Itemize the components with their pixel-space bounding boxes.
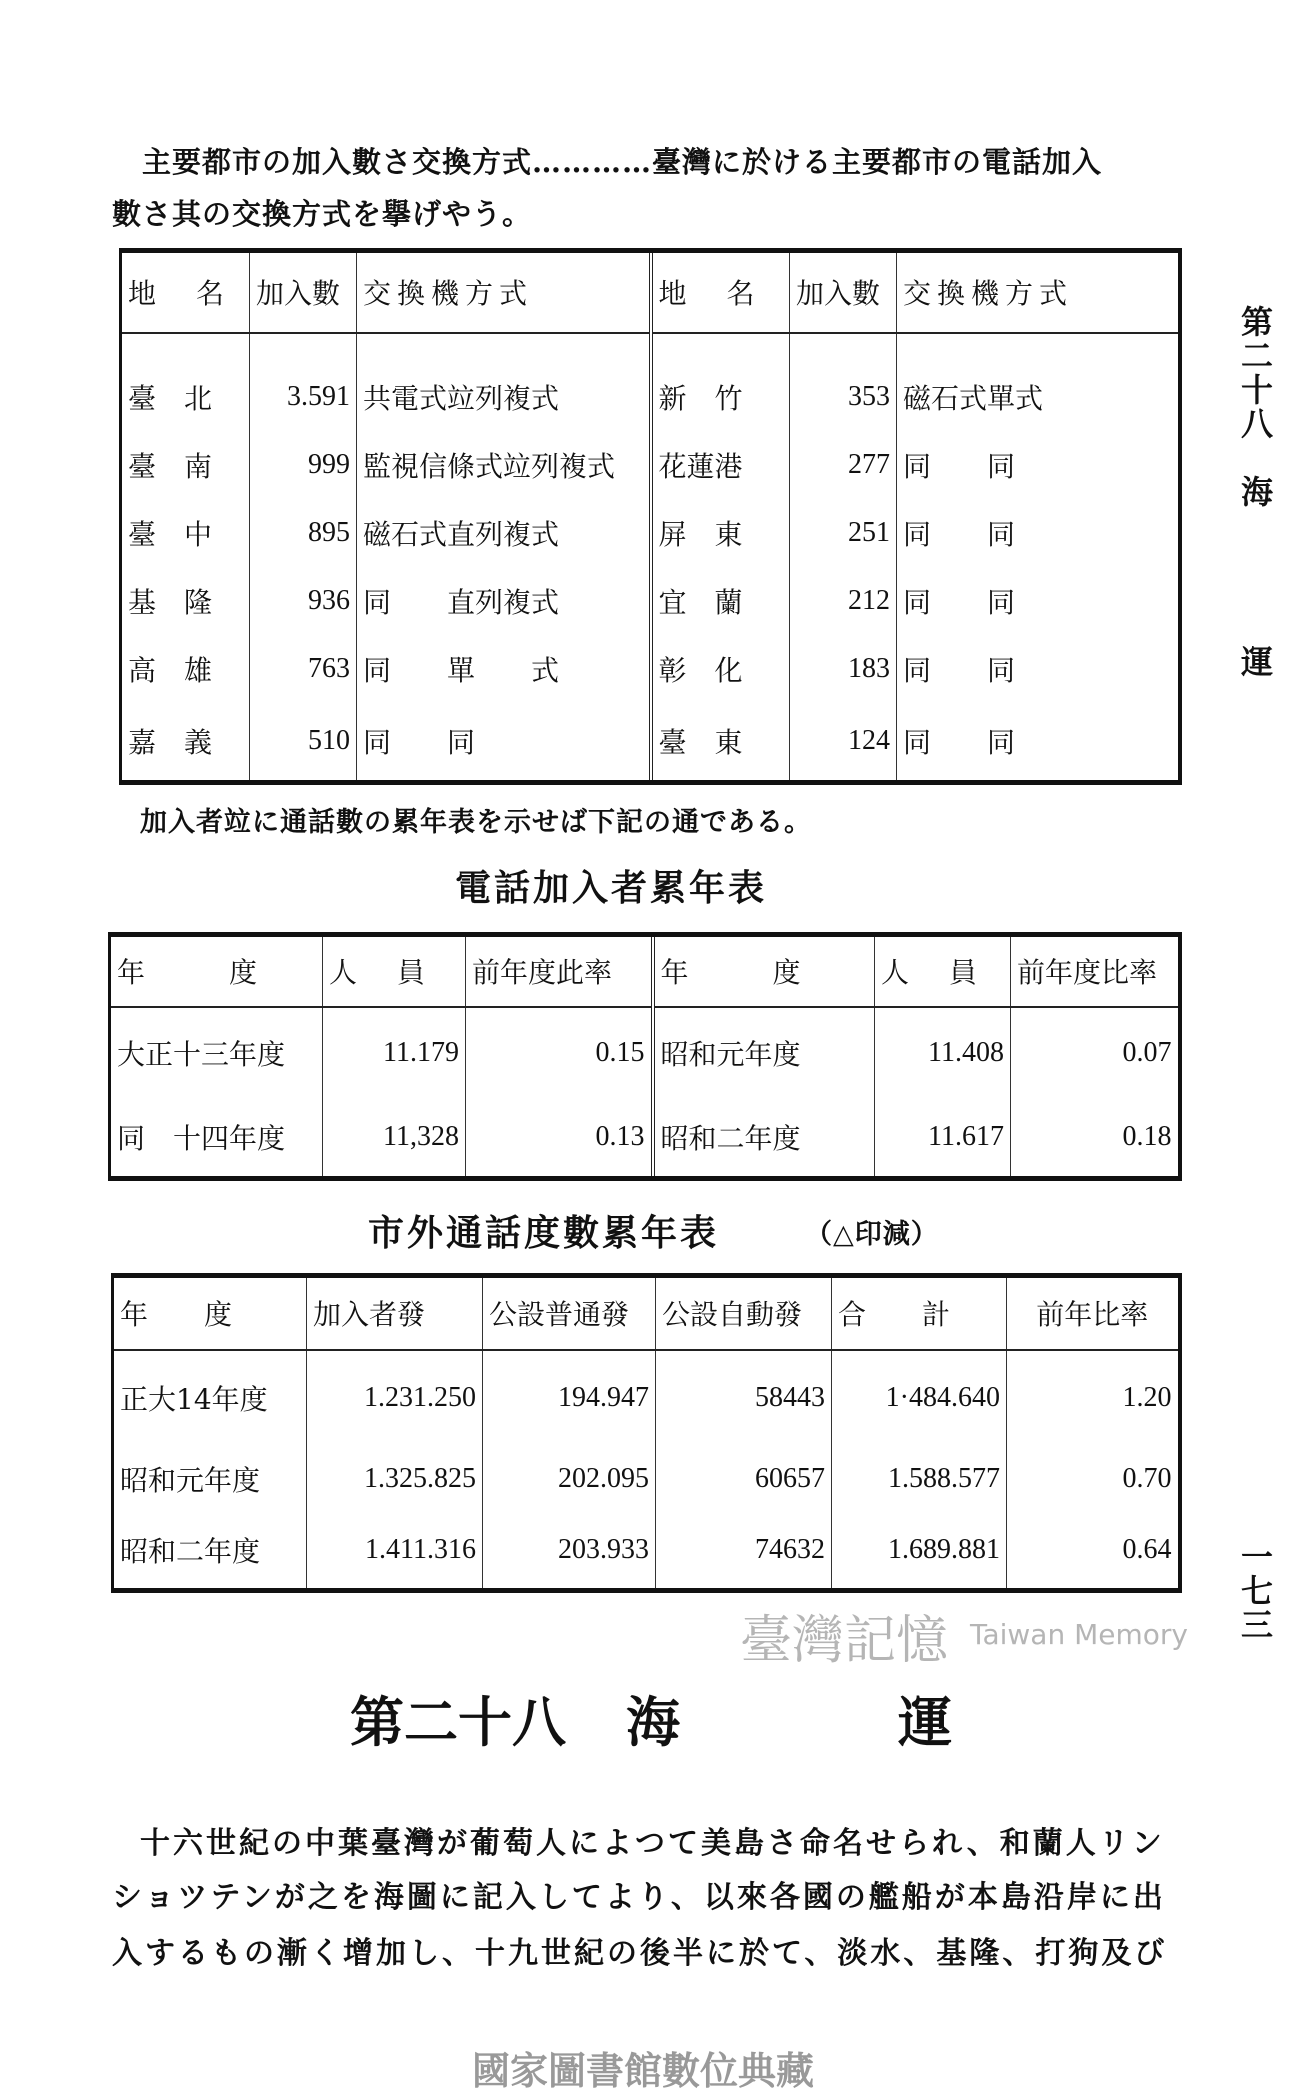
col-header: 加入數 <box>250 251 357 333</box>
table3-note: （△印減） <box>805 1219 939 1250</box>
col-header: 加入數 <box>790 251 897 333</box>
table-header-row <box>121 251 1180 333</box>
page-number: 一七三 <box>1236 1540 1274 1642</box>
cell-ratio: 0.64 <box>1007 1513 1180 1591</box>
table-row <box>113 1513 1180 1591</box>
cell-year: 昭和二年度 <box>653 1099 875 1179</box>
cell-value: 1.231.250 <box>307 1350 483 1445</box>
cell-members: 11.408 <box>875 1007 1011 1099</box>
cell-count: 999 <box>250 431 357 499</box>
table-row <box>110 1099 1180 1179</box>
col-header: 前年度此率 <box>466 935 653 1007</box>
table-row <box>121 363 1180 431</box>
cell-place: 新 竹 <box>651 363 790 431</box>
cell-value: 203.933 <box>483 1513 656 1591</box>
cell-members: 11.617 <box>875 1099 1011 1179</box>
cell-place: 臺 南 <box>121 431 250 499</box>
cell-year: 昭和元年度 <box>653 1007 875 1099</box>
cell-members: 11.179 <box>323 1007 466 1099</box>
cell-total: 1.689.881 <box>832 1513 1007 1591</box>
cell-count: 510 <box>250 703 357 783</box>
cell-place: 臺 北 <box>121 363 250 431</box>
cell-place: 臺 東 <box>651 703 790 783</box>
col-header: 合 計 <box>832 1276 1007 1350</box>
cell-year: 昭和二年度 <box>113 1513 307 1591</box>
cell-year: 同 十四年度 <box>110 1099 323 1179</box>
cell-method: 同 同 <box>357 703 651 783</box>
table-row <box>110 1007 1180 1099</box>
table-row <box>113 1350 1180 1445</box>
chapter-number: 第二十八 <box>350 1690 566 1754</box>
cell-year: 正大14年度 <box>113 1350 307 1445</box>
col-header: 交換機方式 <box>357 251 651 333</box>
cell-place: 基 隆 <box>121 567 250 635</box>
cell-method: 磁石式單式 <box>897 363 1180 431</box>
city-subscribers-table <box>119 248 1182 785</box>
cell-ratio: 0.18 <box>1011 1099 1180 1179</box>
col-header: 年 度 <box>653 935 875 1007</box>
cell-ratio: 0.15 <box>466 1007 653 1099</box>
cell-method: 同 同 <box>897 703 1180 783</box>
cell-method: 磁石式直列複式 <box>357 499 651 567</box>
cell-value: 1.411.316 <box>307 1513 483 1591</box>
col-header: 年 度 <box>110 935 323 1007</box>
chapter-heading <box>350 1680 966 1757</box>
cell-total: 1·484.640 <box>832 1350 1007 1445</box>
table-row <box>121 703 1180 783</box>
cell-place: 屏 東 <box>651 499 790 567</box>
body-line-1: 十六世紀の中葉臺灣が葡萄人によつて美島さ命名せられ、和蘭人リン <box>140 1826 1165 1861</box>
table-header-row <box>110 935 1180 1007</box>
cell-method: 同 同 <box>897 499 1180 567</box>
cell-method: 共電式竝列複式 <box>357 363 651 431</box>
cell-place: 嘉 義 <box>121 703 250 783</box>
cell-value: 74632 <box>656 1513 832 1591</box>
cell-ratio: 0.07 <box>1011 1007 1180 1099</box>
margin-char-1: 海 <box>1236 475 1274 509</box>
table-header-row <box>113 1276 1180 1350</box>
cell-ratio: 1.20 <box>1007 1350 1180 1445</box>
col-header: 公設自動發 <box>656 1276 832 1350</box>
toll-calls-yearly-table <box>111 1273 1182 1593</box>
table-row <box>121 431 1180 499</box>
cell-method: 監視信條式竝列複式 <box>357 431 651 499</box>
body-line-2: ショツテンが之を海圖に記入してより、以來各國の艦船が本島沿岸に出 <box>112 1880 1166 1915</box>
cell-count: 183 <box>790 635 897 703</box>
cell-place: 臺 中 <box>121 499 250 567</box>
cell-total: 1.588.577 <box>832 1445 1007 1513</box>
table-row <box>113 1445 1180 1513</box>
cell-count: 212 <box>790 567 897 635</box>
cell-count: 251 <box>790 499 897 567</box>
cell-method: 同 同 <box>897 635 1180 703</box>
cell-value: 58443 <box>656 1350 832 1445</box>
col-header: 人 員 <box>875 935 1011 1007</box>
cell-members: 11,328 <box>323 1099 466 1179</box>
col-header: 年 度 <box>113 1276 307 1350</box>
cell-method: 同 同 <box>897 431 1180 499</box>
cell-place: 彰 化 <box>651 635 790 703</box>
col-header: 加入者發 <box>307 1276 483 1350</box>
margin-chapter: 第二十八 <box>1236 305 1274 441</box>
cell-year: 大正十三年度 <box>110 1007 323 1099</box>
col-header: 人 員 <box>323 935 466 1007</box>
cell-count: 936 <box>250 567 357 635</box>
watermark-taiwan-memory-en: Taiwan Memory <box>970 1618 1188 1651</box>
intro-line-1: 主要都市の加入數さ交換方式…………臺灣に於ける主要都市の電話加入 <box>142 145 1103 179</box>
cell-value: 1.325.825 <box>307 1445 483 1513</box>
watermark-taiwan-memory: 臺灣記憶 <box>740 1611 949 1671</box>
cell-place: 宜 蘭 <box>651 567 790 635</box>
col-header: 前年比率 <box>1007 1276 1180 1350</box>
col-header: 地 名 <box>651 251 790 333</box>
table-row <box>121 499 1180 567</box>
margin-char-2: 運 <box>1236 645 1274 679</box>
cell-value: 202.095 <box>483 1445 656 1513</box>
cell-count: 895 <box>250 499 357 567</box>
cell-method: 同 單 式 <box>357 635 651 703</box>
chapter-title: 海 運 <box>626 1690 966 1754</box>
intro-line-2: 數さ其の交換方式を擧げやう。 <box>112 197 533 231</box>
cell-ratio: 0.70 <box>1007 1445 1180 1513</box>
cell-count: 763 <box>250 635 357 703</box>
cell-count: 3.591 <box>250 363 357 431</box>
cell-ratio: 0.13 <box>466 1099 653 1179</box>
lead-sentence: 加入者竝に通話數の累年表を示せば下記の通である。 <box>140 807 812 838</box>
col-header: 交換機方式 <box>897 251 1180 333</box>
cell-value: 60657 <box>656 1445 832 1513</box>
cell-method: 同 同 <box>897 567 1180 635</box>
table3-title: 市外通話度數累年表 <box>368 1212 720 1254</box>
table2-title: 電話加入者累年表 <box>455 867 768 909</box>
table-row <box>121 635 1180 703</box>
footer-watermark: 國家圖書館數位典藏 <box>472 2049 815 2093</box>
cell-count: 277 <box>790 431 897 499</box>
col-header: 地 名 <box>121 251 250 333</box>
cell-place: 高 雄 <box>121 635 250 703</box>
cell-count: 353 <box>790 363 897 431</box>
table-row <box>121 567 1180 635</box>
cell-place: 花蓮港 <box>651 431 790 499</box>
cell-year: 昭和元年度 <box>113 1445 307 1513</box>
subscriber-yearly-table <box>108 932 1182 1181</box>
body-line-3: 入するもの漸く增加し、十九世紀の後半に於て、淡水、基隆、打狗及び <box>112 1936 1168 1971</box>
cell-method: 同 直列複式 <box>357 567 651 635</box>
cell-value: 194.947 <box>483 1350 656 1445</box>
cell-count: 124 <box>790 703 897 783</box>
col-header: 公設普通發 <box>483 1276 656 1350</box>
col-header: 前年度比率 <box>1011 935 1180 1007</box>
